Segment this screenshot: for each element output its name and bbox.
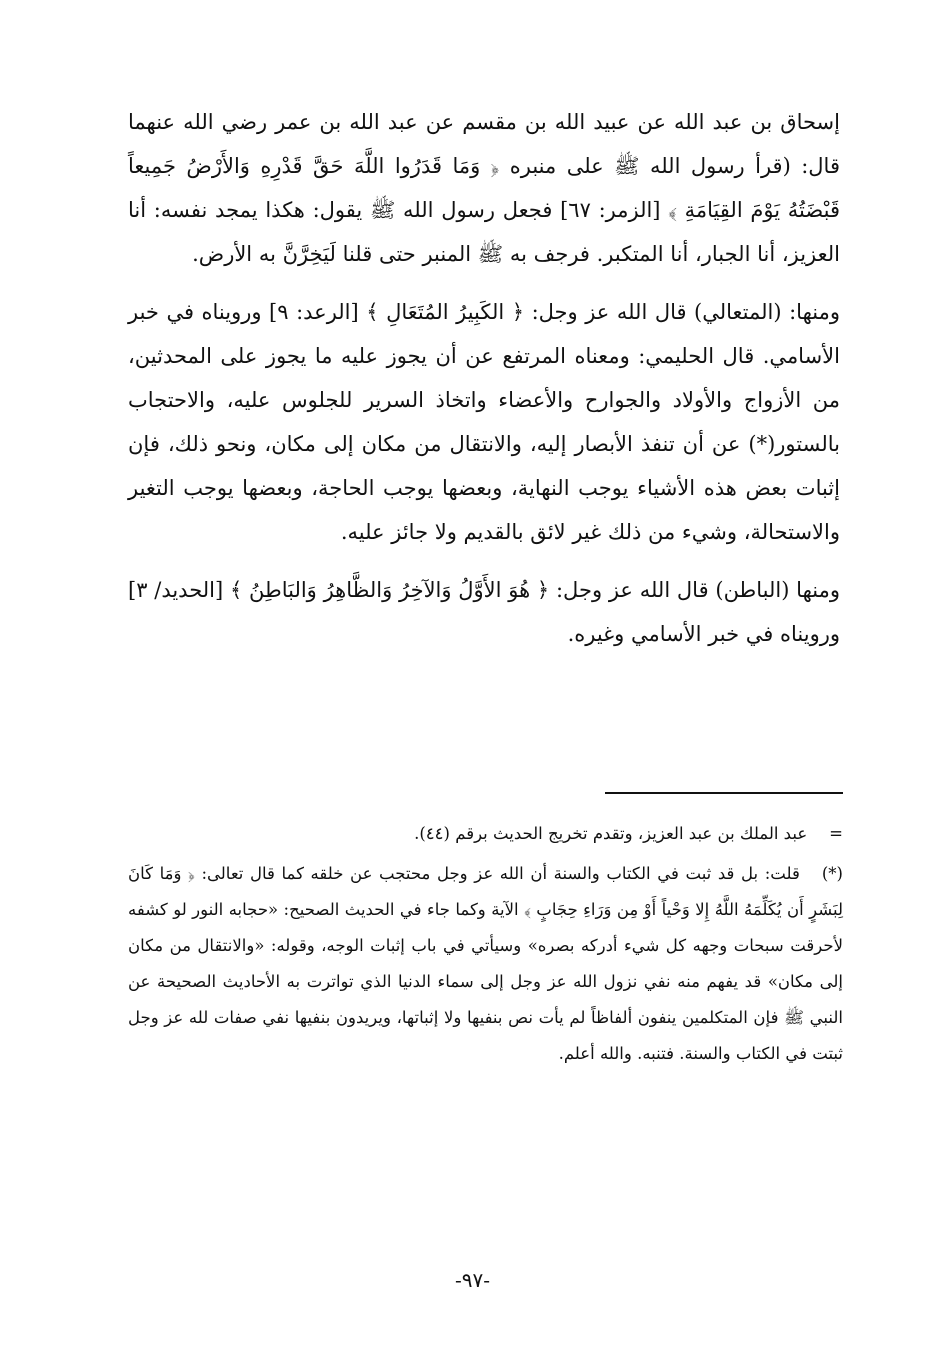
footnote-text: عبد الملك بن عبد العزيز، وتقدم تخريج الحديث برقم (٤٤). bbox=[414, 824, 808, 843]
footnote-divider bbox=[605, 792, 843, 794]
footnote-marker: (*) bbox=[821, 864, 843, 883]
paragraph-hadith: إسحاق بن عبد الله عن عبيد الله بن مقسم عن عبد الله بن عمر رضي الله عنهما قال: (قرأ رسول الله ﷺ على منبره ﴿ وَمَا قَدَرُوا اللَّهَ حَقَّ قَدْرِهِ وَالأَرْضُ جَمِيعاً قَبْضَتُهُ يَوْمَ القِيَامَةِ ﴾ [الزمر: ٦٧] فجعل رسول الله ﷺ يقول: هكذا يمجد نفسه: أنا العزيز، أنا الجبار، أنا المتكبر. فرجف به ﷺ المنبر حتى قلنا لَيَخِرَّنَّ به الأرض. bbox=[128, 110, 840, 266]
paragraph-al-batin: ومنها (الباطن) قال الله عز وجل: ﴿ هُوَ الأَوَّلُ وَالآخِرُ وَالظَّاهِرُ وَالبَاطِنُ ﴾ [الحديد/ ٣] ورويناه في خبر الأسامي وغيره. bbox=[128, 578, 840, 646]
footnote-item bbox=[128, 856, 843, 1072]
main-text bbox=[128, 100, 840, 670]
footnote-item bbox=[128, 816, 843, 852]
footnotes bbox=[128, 816, 843, 1076]
page-number: -٩٧- bbox=[454, 1268, 490, 1292]
footnote-marker: = bbox=[829, 824, 843, 843]
paragraph-al-mutaali: ومنها: (المتعالي) قال الله عز وجل: ﴿ الكَبِيرُ المُتَعَالِ ﴾ [الرعد: ٩] ورويناه في خبر الأسامي. قال الحليمي: ومعناه المرتفع عن أن يجوز عليه ما يجوز على المحدثين، من الأزواج والأولاد والجوارح والأعضاء واتخاذ السرير للجلوس عليه، والاحتجاب بالستور(*) عن أن تنفذ الأبصار إليه، والانتقال من مكان إلى مكان، ونحو ذلك، فإن إثبات بعض هذه الأشياء يوجب النهاية، وبعضها يوجب الحاجة، وبعضها يوجب التغير والاستحالة، وشيء من ذلك غير لائق بالقديم ولا جائز عليه. bbox=[128, 300, 840, 544]
footnote-text: قلت: بل قد ثبت في الكتاب والسنة أن الله عز وجل محتجب عن خلقه كما قال تعالى: ﴿ وَمَا كَانَ لِبَشَرٍ أَن يُكَلِّمَهُ اللَّهُ إِلا وَحْياً أَوْ مِن وَرَاءِ حِجَابٍ ﴾ الآية وكما جاء في الحديث الصحيح: «حجابه النور لو كشفه لأحرقت سبحات وجهه كل شيء أدركه بصره» وسيأتي في باب إثبات الوجه، وقوله: «والانتقال من مكان إلى مكان» قد يفهم منه نفي نزول الله عز وجل إلى سماء الدنيا الذي تواترت به الأحاديث الصحيحة عن النبي ﷺ فإن المتكلمين ينفون ألفاظاً لم يأت نص بنفيها ولا إثباتها، ويريدون بنفيها نفي صفات لله عز وجل ثبتت في الكتاب والسنة. فتنبه. والله أعلم. bbox=[128, 864, 843, 1063]
